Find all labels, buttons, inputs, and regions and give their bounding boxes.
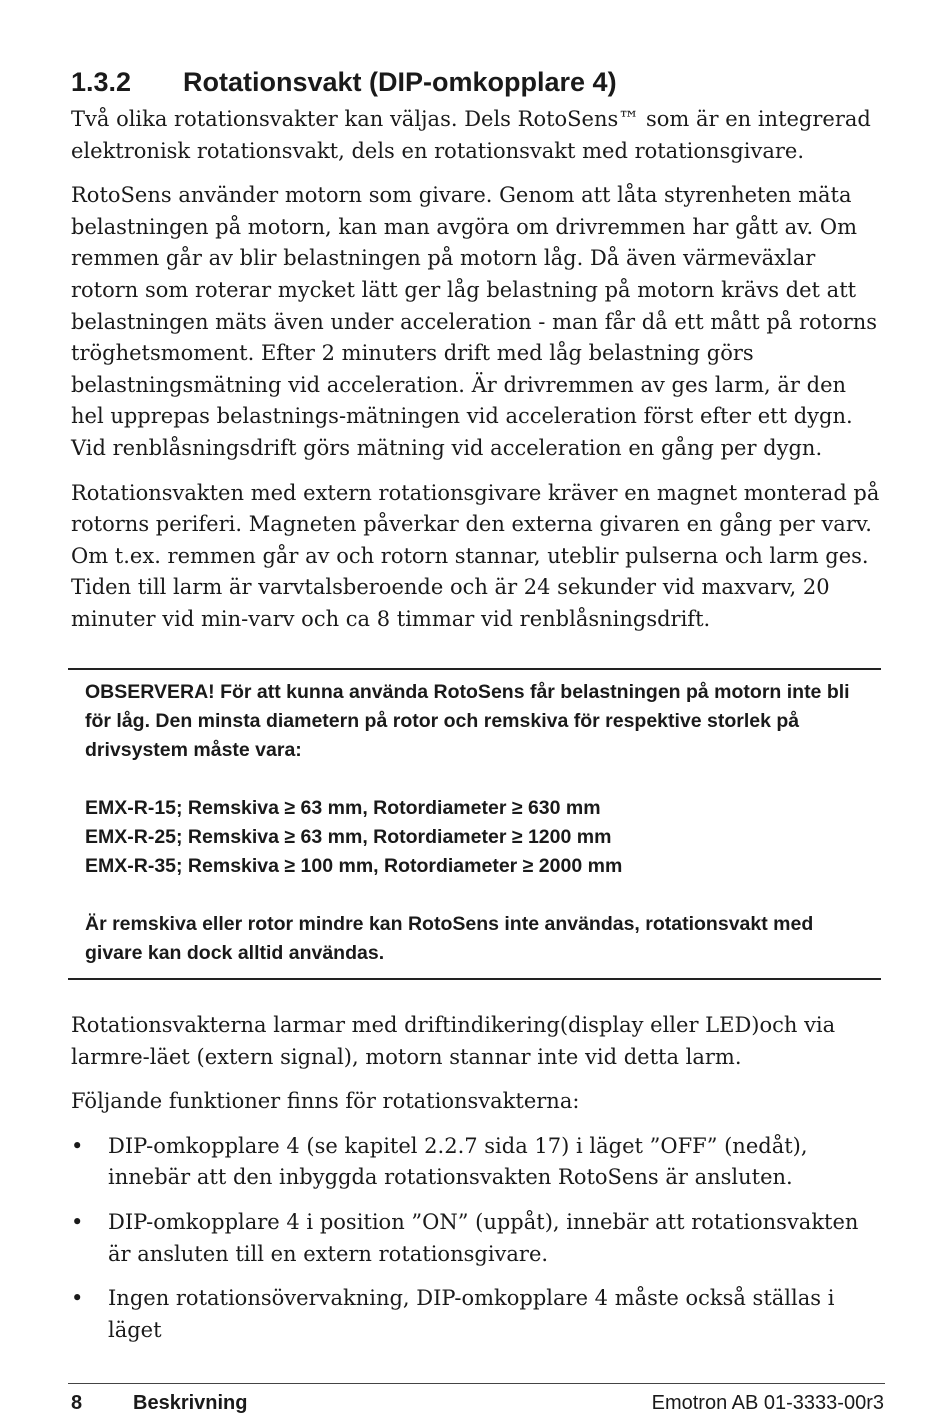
intro-text (71, 104, 883, 649)
list-item (71, 1131, 883, 1194)
footer-left (71, 1390, 247, 1416)
paragraph: RotoSens använder motorn som givare. Genom att låta styrenheten mäta belastningen på motorn, kan man avgöra om drivremmen har gått av. Om remmen går av blir belastningen på motorn låg. Då även värmeväxlar rotorn som roterar mycket lätt ger låg belastning på motorn krävs det att belastningen mäts även under acceleration - man får då ett mått på rotorns tröghetsmoment. Efter 2 minuters drift med låg belastning görs belastningsmätning vid acceleration. Är drivremmen av ges larm, är den hel upprepas belastnings-mätningen vid acceleration först efter ett dygn. Vid renblåsningsdrift görs mätning vid acceleration en gång per dygn. (71, 183, 878, 460)
note-closing: Är remskiva eller rotor mindre kan RotoSens inte användas, rotationsvakt med givare kan dock alltid användas. (85, 913, 814, 964)
paragraph: Rotationsvakterna larmar med driftindikering(display eller LED)och via larmre-läet (extern signal), motorn stannar inte vid detta larm. (71, 1013, 836, 1069)
bullet-icon: • (71, 1286, 84, 1311)
model-requirement: EMX-R-25; Remskiva ≥ 63 mm, Rotordiameter ≥ 1200 mm (85, 826, 612, 848)
footer-divider (68, 1383, 885, 1384)
model-requirement: EMX-R-35; Remskiva ≥ 100 mm, Rotordiameter ≥ 2000 mm (85, 855, 623, 877)
list-item-text: DIP-omkopplare 4 i position ”ON” (uppåt), innebär att rotationsvakten är ansluten till en extern rotationsgivare. (108, 1209, 859, 1266)
list-item-text: DIP-omkopplare 4 (se kapitel 2.2.7 sida 17) i läget ”OFF” (nedåt), innebär att den inbyggda rotationsvakten RotoSens är ansluten. (108, 1133, 808, 1190)
model-requirement: EMX-R-15; Remskiva ≥ 63 mm, Rotordiameter ≥ 630 mm (85, 797, 601, 819)
functions-text (71, 1010, 883, 1359)
function-list (71, 1131, 883, 1347)
bullet-icon: • (71, 1209, 84, 1234)
list-item (71, 1283, 883, 1346)
section-heading (71, 64, 617, 100)
section-number: 1.3.2 (71, 67, 132, 97)
model-requirements-list (85, 794, 875, 881)
note-warning: OBSERVERA! För att kunna använda RotoSens får belastningen på motorn inte bli för låg. Den minsta diametern på rotor och remskiva för respektive storlek på drivsystem måste vara: (85, 681, 850, 761)
footer-doc-reference: Emotron AB 01-3333-00r3 (651, 1392, 884, 1414)
list-item-text: Ingen rotationsövervakning, DIP-omkopplare 4 måste också ställas i läget (108, 1286, 835, 1342)
paragraph: Följande funktioner finns för rotationsvakterna: (71, 1089, 580, 1114)
warning-note-box (68, 668, 881, 980)
footer-section-name: Beskrivning (133, 1392, 248, 1414)
paragraph: Två olika rotationsvakter kan väljas. Dels RotoSens™ som är en integrerad elektronisk rotationsvakt, dels en rotationsvakt med rotationsgivare. (71, 107, 871, 163)
paragraph: Rotationsvakten med extern rotationsgivare kräver en magnet monterad på rotorns periferi. Magneten påverkar den externa givaren en gång per varv. Om t.ex. remmen går av och rotorn stannar, uteblir pulserna och larm ges. Tiden till larm är varvtalsberoende och är 24 sekunder vid maxvarv, 20 minuter vid min-varv och ca 8 timmar vid renblåsningsdrift. (71, 480, 880, 631)
page-number: 8 (71, 1392, 83, 1414)
section-title: Rotationsvakt (DIP-omkopplare 4) (183, 67, 617, 97)
list-item (71, 1207, 883, 1270)
bullet-icon: • (71, 1133, 84, 1158)
